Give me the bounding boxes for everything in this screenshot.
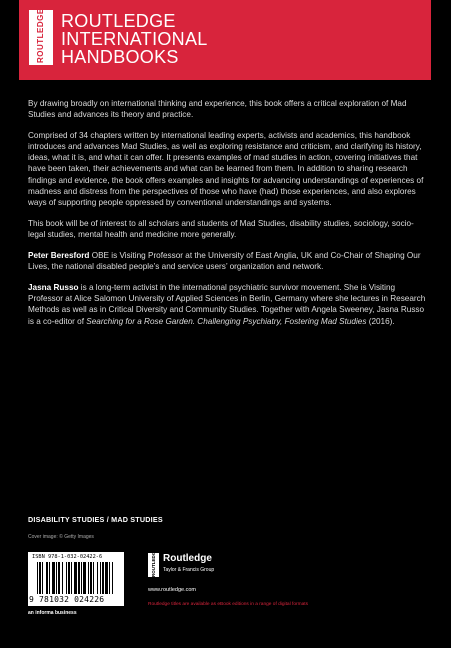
informa-tagline: an informa business [28,610,77,616]
barcode-bars [37,562,117,594]
series-banner [19,0,431,80]
publisher-mark [148,548,159,577]
ebook-note: Routledge titles are available as eBook editions in a range of digital formats [148,602,308,607]
publisher-group: Taylor & Francis Group [163,567,215,573]
author-book-year: (2016). [366,316,395,326]
author-book-title: Searching for a Rose Garden. Challenging Psychiatry, Fostering Mad Studies [86,316,367,326]
series-title-line-2: INTERNATIONAL [61,29,208,49]
isbn-barcode [28,552,124,606]
author-bio-1-text: OBE is Visiting Professor at the University of East Anglia, UK and Co-Chair of Shaping Our Lives, the national disabled people’s and service users’ organization and network. [28,251,421,272]
blurb-paragraph-3: This book will be of interest to all scholars and students of Mad Studies, disability studies, sociology, socio-legal studies, mental health and medicine more generally. [28,218,414,239]
publisher-name: Routledge [163,553,212,564]
isbn-label: ISBN 978-1-032-02422-6 [32,554,103,560]
publisher-logo [148,548,268,582]
cover-credit: Cover image: © Getty Images [28,534,94,540]
blurb-paragraph-2: Comprised of 34 chapters written by international leading experts, activists and academics, this handbook introduces and advances Mad Studies, as well as exploring resistance and criticism, and clarifying its history, ideas, what it is, and what it can offer. It presents examples of mad studies in action, covering initiatives that have been taken, their achievements and what can be learned from them. In addition to sharing research findings and evidence, the book offers examples and insights for advancing understandings of experiences of madness and distress from the perspectives of those who have (had) those experiences, and also explores ways of supporting people oppressed by conventional understandings and systems. [28,131,424,207]
subject-category: DISABILITY STUDIES / MAD STUDIES [28,515,163,524]
back-cover-text [28,98,426,337]
blurb-paragraph-1: By drawing broadly on international thinking and experience, this book offers a critical exploration of Mad Studies and advances its theory and practice. [28,99,407,120]
series-title [61,12,421,66]
routledge-logo [29,10,53,65]
author-bio-2 [28,282,426,326]
publisher-url: www.routledge.com [148,587,196,593]
logo-letters: ROUTLEDGE [36,8,45,63]
author-name-2: Jasna Russo [28,283,79,293]
series-title-line-3: HANDBOOKS [61,47,179,67]
author-name-1: Peter Beresford [28,251,90,261]
author-bio-1 [28,250,426,272]
publisher-mark-letters: ROUTLEDGE [151,548,156,577]
series-title-line-1: ROUTLEDGE [61,11,176,31]
author-bio-2-text: is a long-term activist in the international psychiatric survivor movement. She is Visiting Professor at Alice Salomon University of Applied Sciences in Berlin, Germany where she lectures in Research Methods as well as in Critical Diversity and Community Studies. Together with Angela Sweeney, Jasna Russo is a co-editor of [28,283,426,326]
isbn-digits: 9 781032 024226 [29,595,105,604]
